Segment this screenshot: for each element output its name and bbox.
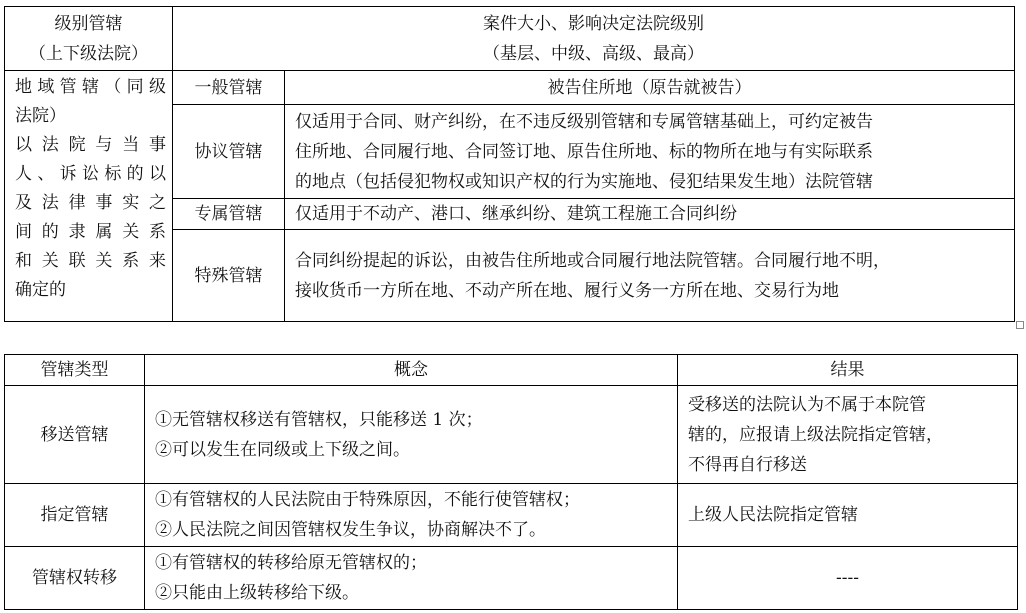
transfer-jurisdiction-type: 移送管辖 [5,386,145,484]
territorial-jurisdiction-label: 地域管辖（同级 法院） 以法院与当事 人、诉讼标的以 及法律事实之 间的隶属关系 和关联关系来 确定的 [5,71,173,322]
agreement-jurisdiction-content: 仅适用于合同、财产纠纷，在不违反级别管辖和专属管辖基础上，可约定被告 住所地、合同履行地、合同签订地、原告住所地、标的物所在地与有实际联系 的地点（包括侵犯物权或知识产权的行为实施地、侵犯结果发生地）法院管辖 [285,105,1015,199]
designated-jurisdiction-type: 指定管辖 [5,484,145,547]
jurisdiction-shift-concept: ①有管辖权的转移给原无管辖权的； ②只能由上级转移给下级。 [145,547,678,610]
heading-fragment [60,0,154,2]
designated-jurisdiction-concept: ①有管辖权的人民法院由于特殊原因，不能行使管辖权； ②人民法院之间因管辖权发生争议，协商解决不了。 [145,484,678,547]
agreement-jurisdiction-type: 协议管辖 [173,105,285,199]
jurisdiction-shift-type: 管辖权转移 [5,547,145,610]
jurisdiction-shift-result: ---- [678,547,1018,610]
exclusive-jurisdiction-content: 仅适用于不动产、港口、继承纠纷、建筑工程施工合同纠纷 [285,199,1015,230]
general-jurisdiction-type: 一般管辖 [173,71,285,105]
table-row [5,71,1015,105]
table-resize-handle [1016,321,1024,329]
transfer-jurisdiction-result: 受移送的法院认为不属于本院管 辖的，应报请上级法院指定管辖， 不得再自行移送 [678,386,1018,484]
jurisdiction-transfer-table [4,354,1018,610]
table-row [5,484,1018,547]
designated-jurisdiction-result: 上级人民法院指定管辖 [678,484,1018,547]
header-concept: 概念 [145,355,678,386]
general-jurisdiction-content: 被告住所地（原告就被告） [285,71,1015,105]
level-jurisdiction-header: 级别管辖 （上下级法院） [5,7,173,71]
table-row [5,7,1015,71]
exclusive-jurisdiction-type: 专属管辖 [173,199,285,230]
special-jurisdiction-type: 特殊管辖 [173,230,285,322]
table-header-row [5,355,1018,386]
header-type: 管辖类型 [5,355,145,386]
special-jurisdiction-content: 合同纠纷提起的诉讼，由被告住所地或合同履行地法院管辖。合同履行地不明， 接收货币一方所在地、不动产所在地、履行义务一方所在地、交易行为地 [285,230,1015,322]
table-row [5,386,1018,484]
table-row [5,547,1018,610]
header-result: 结果 [678,355,1018,386]
jurisdiction-table [4,6,1015,322]
level-jurisdiction-content: 案件大小、影响决定法院级别 （基层、中级、高级、最高） [173,7,1015,71]
transfer-jurisdiction-concept: ①无管辖权移送有管辖权，只能移送 1 次； ②可以发生在同级或上下级之间。 [145,386,678,484]
